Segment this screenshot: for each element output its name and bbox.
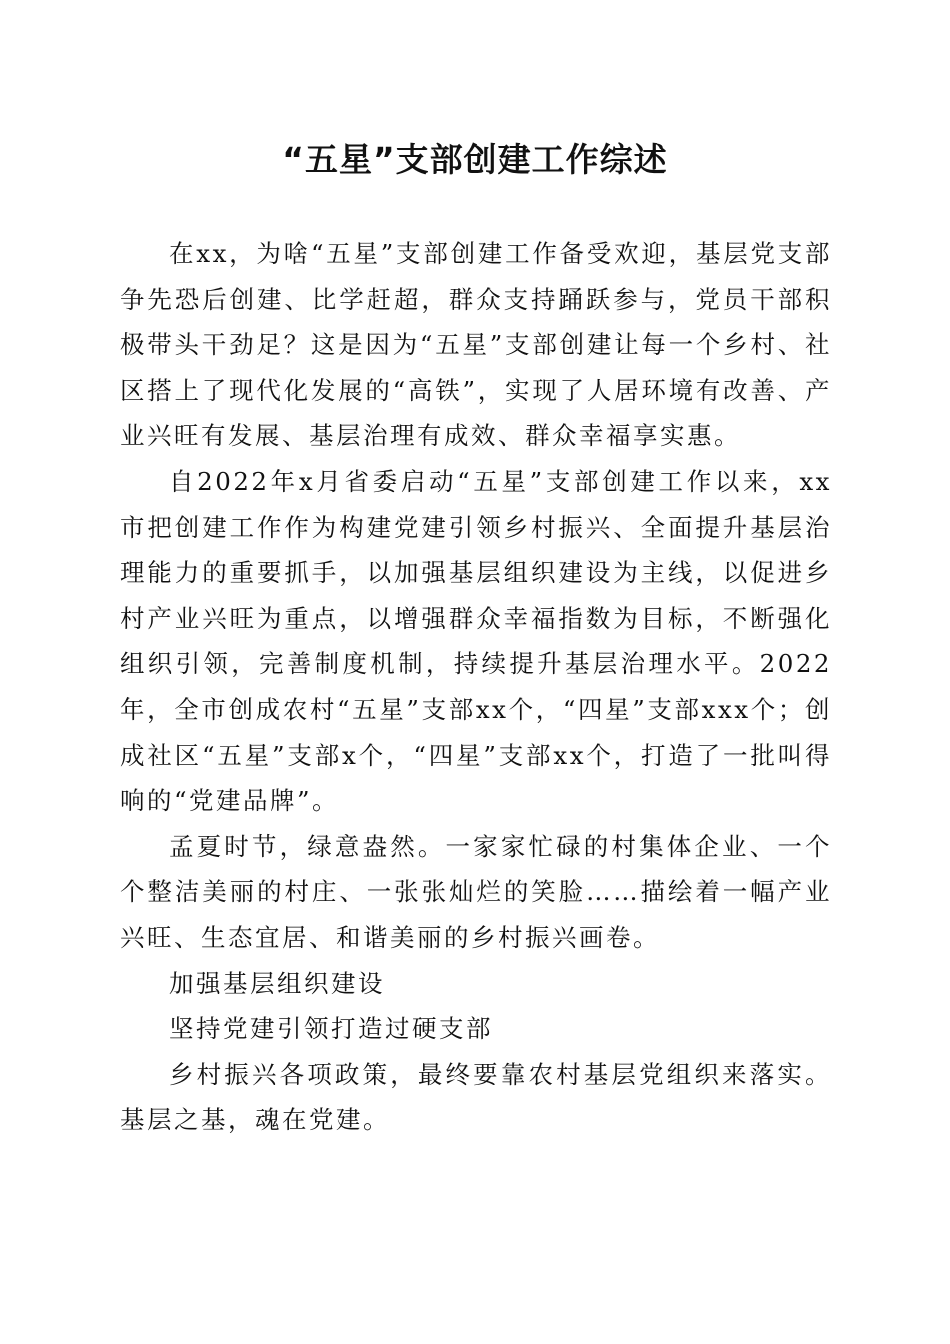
document-title: “五星”支部创建工作综述 bbox=[282, 140, 668, 179]
paragraph-intro: 在xx，为啥“五星”支部创建工作备受欢迎，基层党支部争先恐后创建、比学赶超，群众支持踊跃参与，党员干部积极带头干劲足？这是因为“五星”支部创建让每一个乡村、社区搭上了现代化发展的“高铁”，实现了人居环境有改善、产业兴旺有发展、基层治理有成效、群众幸福享实惠。 bbox=[120, 239, 832, 451]
paragraph-scene: 孟夏时节，绿意盎然。一家家忙碌的村集体企业、一个个整洁美丽的村庄、一张张灿烂的笑脸……描绘着一幅产业兴旺、生态宜居、和谐美丽的乡村振兴画卷。 bbox=[120, 831, 832, 952]
section-subheading: 坚持党建引领打造过硬支部 bbox=[169, 1014, 493, 1044]
section-heading: 加强基层组织建设 bbox=[169, 968, 385, 998]
document-body bbox=[120, 231, 832, 1143]
paragraph-background: 自2022年x月省委启动“五星”支部创建工作以来，xx市把创建工作作为构建党建引领乡村振兴、全面提升基层治理能力的重要抓手，以加强基层组织建设为主线，以促进乡村产业兴旺为重点，以增强群众幸福指数为目标，不断强化组织引领，完善制度机制，持续提升基层治理水平。2022年，全市创成农村“五星”支部xx个，“四星”支部xxx个；创成社区“五星”支部x个，“四星”支部xx个，打造了一批叫得响的“党建品牌”。 bbox=[120, 466, 832, 816]
paragraph-closing: 乡村振兴各项政策，最终要靠农村基层党组织来落实。基层之基，魂在党建。 bbox=[120, 1059, 832, 1135]
